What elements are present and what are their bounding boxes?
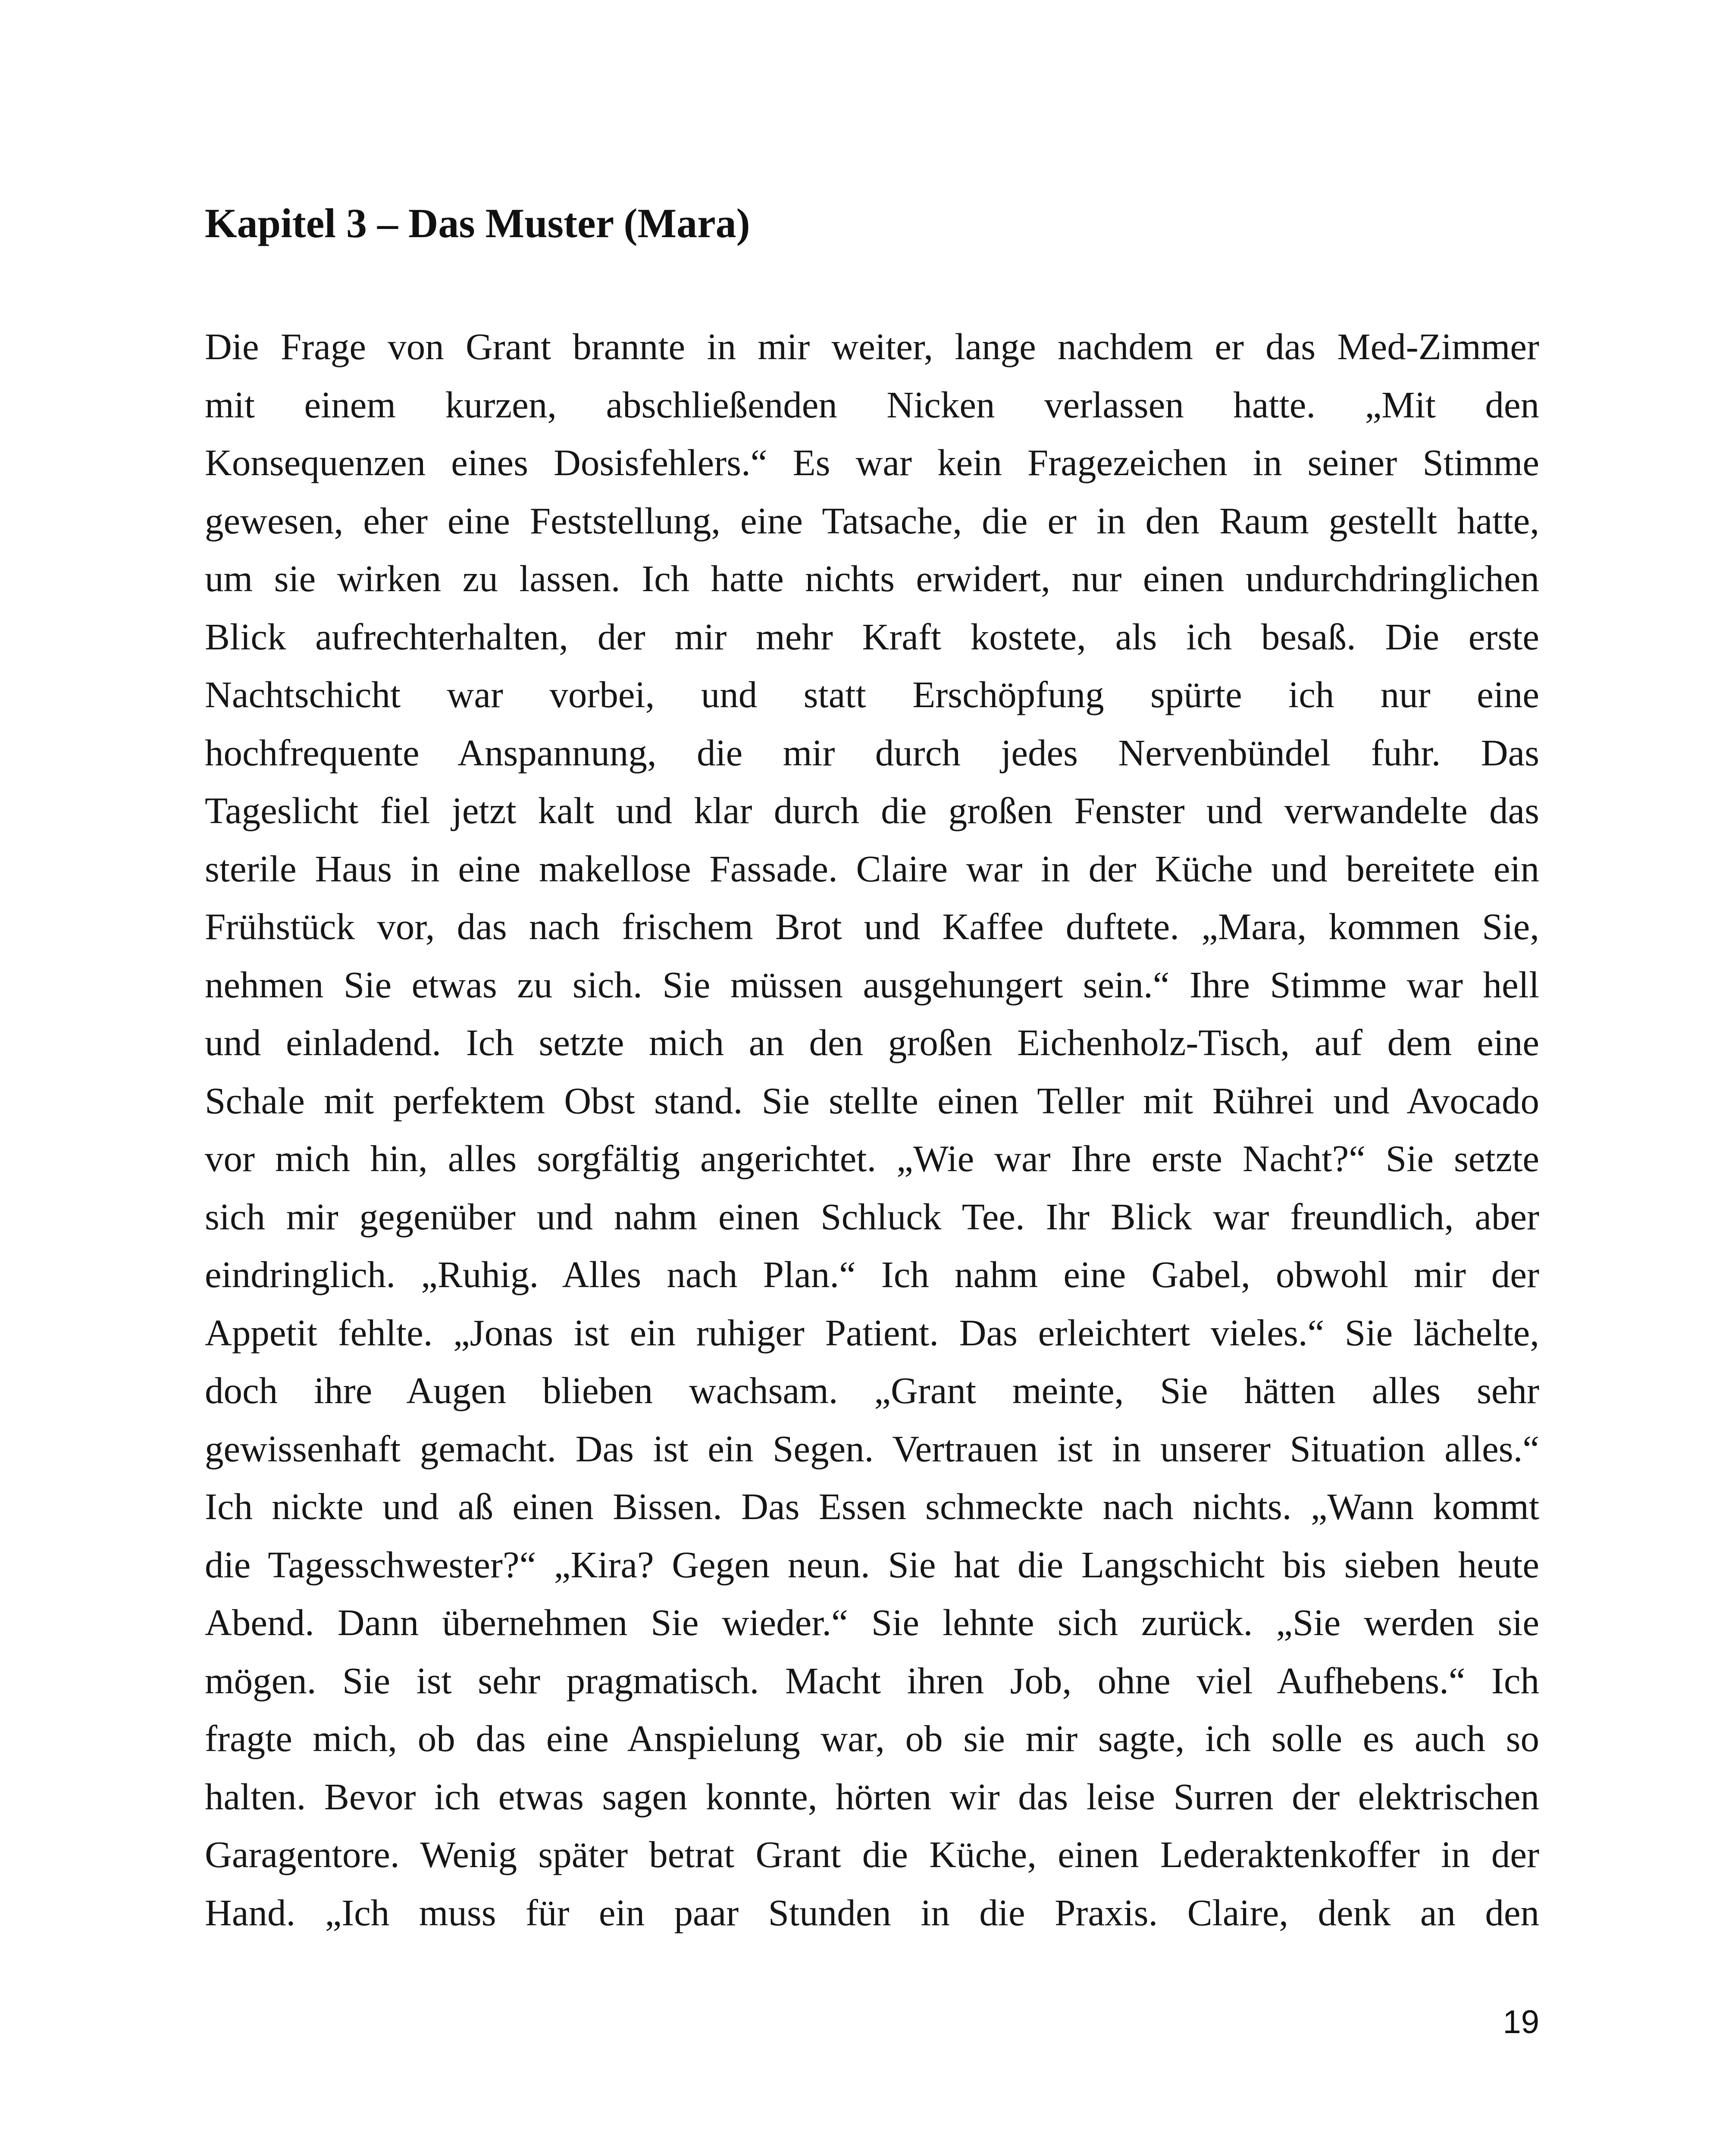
text-line: mit einem kurzen, abschließenden Nicken verlassen hatte. „Mit den [205,383,1539,426]
text-line: halten. Bevor ich etwas sagen konnte, hörten wir das leise Surren der elektrischen [205,1775,1539,1818]
text-line: Frühstück vor, das nach frischem Brot und Kaffee duftete. „Mara, kommen Sie, [205,906,1539,947]
text-line: und einladend. Ich setzte mich an den großen Eichenholz-Tisch, auf dem eine [205,1022,1539,1063]
text-line: nehmen Sie etwas zu sich. Sie müssen ausgehungert sein.“ Ihre Stimme war hell [205,963,1539,1006]
text-line: sich mir gegenüber und nahm einen Schluck Tee. Ihr Blick war freundlich, aber [205,1195,1539,1238]
text-line: gewesen, eher eine Feststellung, eine Tatsache, die er in den Raum gestellt hatte, [205,499,1539,542]
text-line: Blick aufrechterhalten, der mir mehr Kraft kostete, als ich besaß. Die erste [205,615,1539,658]
text-line: eindringlich. „Ruhig. Alles nach Plan.“ Ich nahm eine Gabel, obwohl mir der [205,1253,1539,1295]
text-line: vor mich hin, alles sorgfältig angerichtet. „Wie war Ihre erste Nacht?“ Sie setzte [205,1138,1539,1179]
text-line: die Tagesschwester?“ „Kira? Gegen neun. Sie hat die Langschicht bis sieben heute [205,1543,1539,1586]
text-line: Appetit fehlte. „Jonas ist ein ruhiger Patient. Das erleichtert vieles.“ Sie lächelte, [205,1311,1539,1354]
text-line: fragte mich, ob das eine Anspielung war, ob sie mir sagte, ich solle es auch so [205,1717,1539,1759]
text-line: mögen. Sie ist sehr pragmatisch. Macht ihren Job, ohne viel Aufhebens.“ Ich [205,1659,1539,1702]
text-line: Schale mit perfektem Obst stand. Sie stellte einen Teller mit Rührei und Avocado [205,1079,1539,1122]
chapter-title: Kapitel 3 – Das Muster (Mara) [205,200,750,246]
text-line: um sie wirken zu lassen. Ich hatte nichts erwidert, nur einen undurchdringlichen [205,558,1539,599]
text-line: sterile Haus in eine makellose Fassade. Claire war in der Küche und bereitete ein [205,847,1539,890]
text-line: Nachtschicht war vorbei, und statt Erschöpfung spürte ich nur eine [205,674,1539,715]
text-line: Garagentore. Wenig später betrat Grant die Küche, einen Lederaktenkoffer in der [205,1833,1539,1875]
text-line: Tageslicht fiel jetzt kalt und klar durch die großen Fenster und verwandelte das [205,790,1539,831]
text-line: doch ihre Augen blieben wachsam. „Grant meinte, Sie hätten alles sehr [205,1369,1539,1411]
text-line: Die Frage von Grant brannte in mir weiter, lange nachdem er das Med-Zimmer [205,326,1539,367]
text-line: Hand. „Ich muss für ein paar Stunden in die Praxis. Claire, denk an den [205,1891,1539,1934]
text-line: Ich nickte und aß einen Bissen. Das Essen schmeckte nach nichts. „Wann kommt [205,1485,1539,1527]
text-line: gewissenhaft gemacht. Das ist ein Segen. Vertrauen ist in unserer Situation alles.“ [205,1427,1539,1470]
text-line: Konsequenzen eines Dosisfehlers.“ Es war kein Fragezeichen in seiner Stimme [205,442,1539,483]
body-text [205,318,1539,1942]
page-number: 19 [1503,2004,1539,2040]
text-line: hochfrequente Anspannung, die mir durch jedes Nervenbündel fuhr. Das [205,731,1539,774]
text-line: Abend. Dann übernehmen Sie wieder.“ Sie lehnte sich zurück. „Sie werden sie [205,1601,1539,1643]
